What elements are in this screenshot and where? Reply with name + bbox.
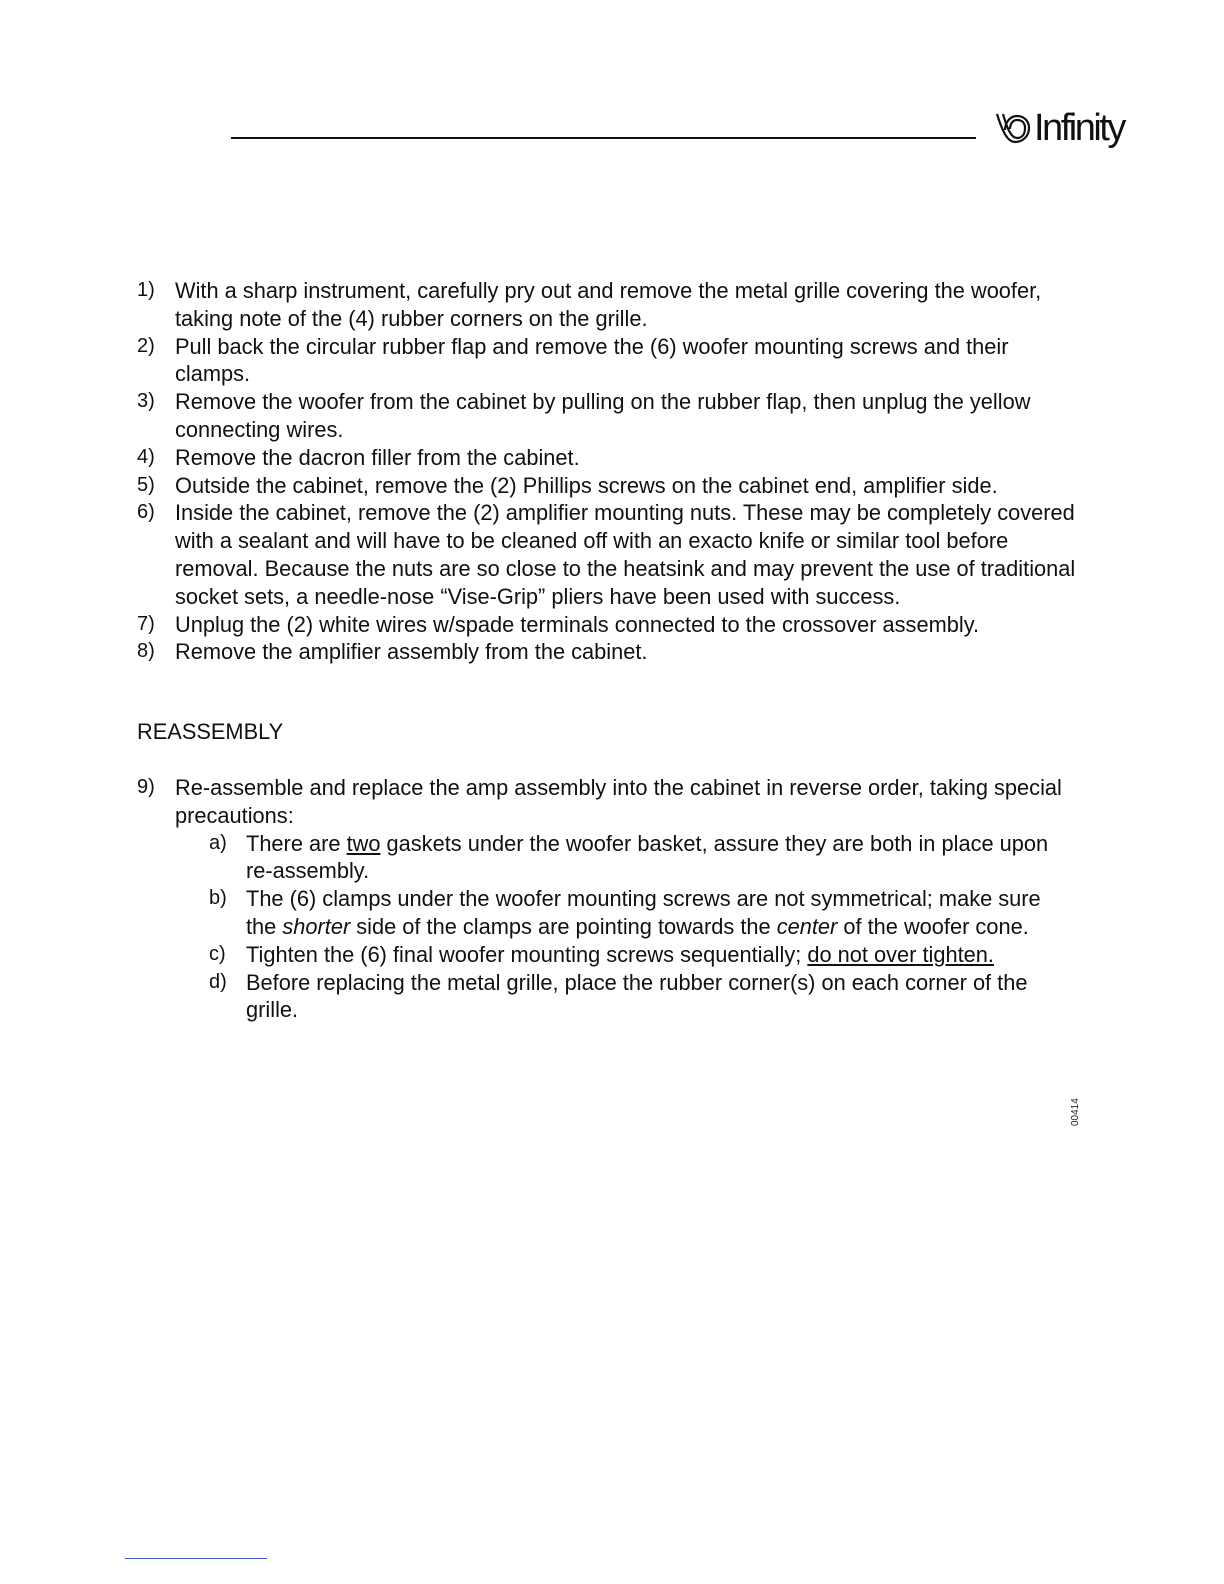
step-number: 5): [137, 473, 155, 496]
sub-step-letter: a): [209, 831, 227, 854]
footer-rule: [125, 1558, 267, 1559]
emphasis-text: center: [776, 913, 838, 939]
sub-step-a: [209, 830, 1077, 886]
underlined-text: two: [346, 830, 381, 856]
sub-step-letter: d): [209, 970, 227, 993]
step-item: [137, 388, 1077, 444]
sub-step-text: There are two gaskets under the woofer basket, assure they are both in place upon re-assembly.: [246, 830, 1049, 884]
step-item: [137, 611, 1077, 639]
step-text: Outside the cabinet, remove the (2) Phillips screws on the cabinet end, amplifier side.: [175, 472, 998, 498]
step-item: [137, 444, 1077, 472]
step-number: 6): [137, 501, 155, 524]
step-text: Unplug the (2) white wires w/spade terminals connected to the crossover assembly.: [175, 611, 980, 637]
step-item: [137, 774, 1077, 830]
sub-step-b: [209, 885, 1077, 941]
sub-step-letter: b): [209, 887, 227, 910]
sub-step-text: The (6) clamps under the woofer mounting screws are not symmetrical; make sure the shorter side of the clamps are pointing towards the center of the woofer cone.: [246, 886, 1041, 939]
sub-step-text: Before replacing the metal grille, place the rubber corner(s) on each corner of the grille.: [246, 969, 1028, 1023]
step-text: Re-assemble and replace the amp assembly into the cabinet in reverse order, taking special precautions:: [175, 774, 1062, 828]
header-rule: [231, 137, 976, 139]
step-item: [137, 333, 1077, 389]
step-item: [137, 638, 1077, 666]
sub-step-d: [209, 969, 1077, 1025]
step-text: Remove the dacron filler from the cabinet.: [175, 444, 580, 470]
underlined-text: do not over tighten.: [807, 941, 994, 967]
step-item: [137, 499, 1077, 610]
step-item: [137, 472, 1077, 500]
sub-step-letter: c): [209, 942, 226, 965]
step-number: 3): [137, 390, 155, 413]
sub-step-text: Tighten the (6) final woofer mounting screws sequentially; do not over tighten.: [246, 941, 994, 967]
step-text: Remove the amplifier assembly from the cabinet.: [175, 639, 648, 665]
step-text: Inside the cabinet, remove the (2) amplifier mounting nuts. These may be completely covered with a sealant and will have to be cleaned off with an exacto knife or similar tool before removal. Because the nuts are so close to the heatsink and may prevent the use of traditional socket sets, a needle-nose “Vise-Grip” pliers have been used with success.: [175, 500, 1076, 609]
step-number: 8): [137, 640, 155, 663]
document-body: [137, 277, 1077, 1024]
section-title-reassembly: REASSEMBLY: [137, 719, 284, 745]
step-text: Pull back the circular rubber flap and remove the (6) woofer mounting screws and their clamps.: [175, 333, 1009, 387]
brand-logo: [993, 104, 1124, 152]
step-number: 9): [137, 775, 155, 798]
infinity-logo-icon: [993, 108, 1033, 148]
step-number: 7): [137, 612, 155, 635]
logo-text: Infinity: [1034, 107, 1124, 149]
emphasis-text: shorter: [282, 913, 351, 939]
sub-step-c: [209, 941, 1077, 969]
document-code: 00414: [1070, 1098, 1081, 1126]
step-number: 1): [137, 279, 155, 301]
step-text: With a sharp instrument, carefully pry out and remove the metal grille covering the woofer, taking note of the (4) rubber corners on the grille.: [175, 278, 1042, 331]
step-number: 2): [137, 334, 155, 357]
step-number: 4): [137, 445, 155, 468]
step-text: Remove the woofer from the cabinet by pulling on the rubber flap, then unplug the yellow connecting wires.: [175, 389, 1031, 442]
step-item: [137, 277, 1077, 333]
